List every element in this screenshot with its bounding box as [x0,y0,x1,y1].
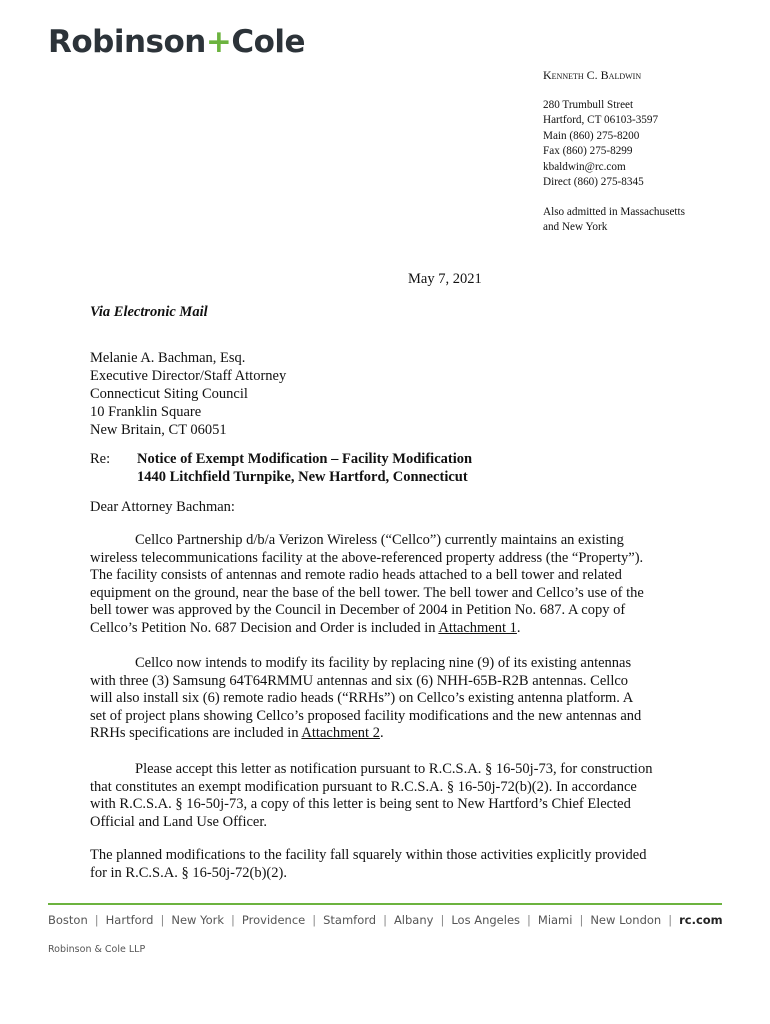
paragraph-text: . [379,725,384,741]
office-new-london: New London [590,913,662,927]
paragraph-line: Cellco now intends to modify its facility by replacing nine (9) of its existing antennas [135,655,632,671]
salutation: Dear Attorney Bachman: [90,499,235,515]
office-new-york: New York [171,913,225,927]
subject-line-2: 1440 Litchfield Turnpike, New Hartford, Connecticut [137,468,468,485]
office-albany: Albany [393,913,434,927]
firm-logo [48,24,305,60]
recipient-address [90,349,286,439]
firm-name: Robinson & Cole LLP [48,944,146,955]
footer-separator: | [527,913,531,927]
paragraph-line: with three (3) Samsung 64T64RMMU antennas and six (6) NHH-65B-R2B antennas. Cellco [90,672,629,689]
footer-separator: | [579,913,584,927]
paragraph-text: Cellco’s Petition No. 687 Decision and Order is included in [90,619,439,636]
delivery-method: Via Electronic Mail [90,304,208,320]
paragraph-line: set of project plans showing Cellco’s proposed facility modifications and the new antennas and [90,707,642,724]
recipient-city: New Britain, CT 06051 [90,422,227,438]
footer-divider [48,903,722,905]
letter-date: May 7, 2021 [408,271,482,287]
sender-street: 280 Trumbull Street [543,98,634,111]
sender-block [543,68,763,236]
office-boston: Boston [48,913,88,927]
recipient-street: 10 Franklin Square [90,404,202,420]
attachment-2-link[interactable]: Attachment 2 [301,725,380,741]
footer-offices [48,913,722,927]
paragraph-text: . [516,619,521,636]
paragraph-line [90,620,686,638]
paragraph-line: bell tower was approved by the Council in December of 2004 in Petition No. 687. A copy of [90,602,626,618]
paragraph-line: wireless telecommunications facility at the above-referenced property address (the “Property”). [90,549,644,566]
footer-separator: | [312,913,317,927]
subject-lines [137,451,472,486]
sender-direct-phone: Direct (860) 275-8345 [543,176,644,188]
paragraph-line: Please accept this letter as notification pursuant to R.C.S.A. § 16-50j-73, for construction [135,761,653,777]
sender-admitted-line-1: Also admitted in Massachusetts [543,205,686,218]
sender-fax: Fax (860) 275-8299 [543,145,633,157]
recipient-title: Executive Director/Staff Attorney [90,368,287,384]
paragraph-1 [90,532,686,637]
paragraph-line: The facility consists of antennas and remote radio heads attached to a bell tower and related [90,567,622,583]
website-link[interactable]: rc.com [679,913,723,927]
footer-separator: | [160,913,165,927]
paragraph-3 [90,761,686,831]
office-miami: Miami [537,913,573,927]
office-stamford: Stamford [323,913,377,927]
office-los-angeles: Los Angeles [451,913,521,927]
logo-word-cole: Cole [231,24,306,60]
paragraph-line: equipment on the ground, near the base of the bell tower. The bell tower and Cellco’s use of the [90,584,644,601]
sender-city: Hartford, CT 06103-3597 [543,114,659,126]
footer-separator: | [383,913,387,927]
footer-separator: | [668,913,673,927]
paragraph-line: Cellco Partnership d/b/a Verizon Wireless (“Cellco”) currently maintains an existing [135,532,624,548]
paragraph-line: will also install six (6) remote radio heads (“RRHs”) on Cellco’s existing antenna platform. A [90,690,634,706]
office-providence: Providence [241,913,306,927]
attachment-1-link[interactable]: Attachment 1 [438,619,517,636]
sender-email: kbaldwin@rc.com [543,160,626,173]
sender-main-phone: Main (860) 275-8200 [543,129,640,142]
paragraph-2 [90,655,686,743]
recipient-name: Melanie A. Bachman, Esq. [90,350,246,366]
paragraph-line [90,725,686,743]
subject-label: Re: [90,451,111,467]
paragraph-line: with R.C.S.A. § 16-50j-73, a copy of this letter is being sent to New Hartford’s Chief Elected [90,796,631,812]
sender-admitted-line-2: and New York [543,221,608,233]
footer-separator: | [231,913,235,927]
office-hartford: Hartford [105,913,154,927]
paragraph-line: Official and Land Use Officer. [90,813,268,830]
logo-word-robinson: Robinson [48,24,206,60]
footer-separator: | [440,913,445,927]
paragraph-text: RRHs specifications are included in [90,725,302,741]
footer-separator: | [94,913,99,927]
paragraph-line: The planned modifications to the facility fall squarely within those activities explicitly provided [90,847,647,863]
paragraph-4 [90,847,686,882]
recipient-organization: Connecticut Siting Council [90,386,248,402]
logo-plus: + [205,24,232,60]
paragraph-line: that constitutes an exempt modification pursuant to R.C.S.A. § 16-50j-72(b)(2). In accordance [90,778,637,795]
subject-line-1: Notice of Exempt Modification – Facility Modification [137,451,473,467]
sender-name: Kenneth C. Baldwin [543,68,642,82]
paragraph-line: for in R.C.S.A. § 16-50j-72(b)(2). [90,864,287,881]
